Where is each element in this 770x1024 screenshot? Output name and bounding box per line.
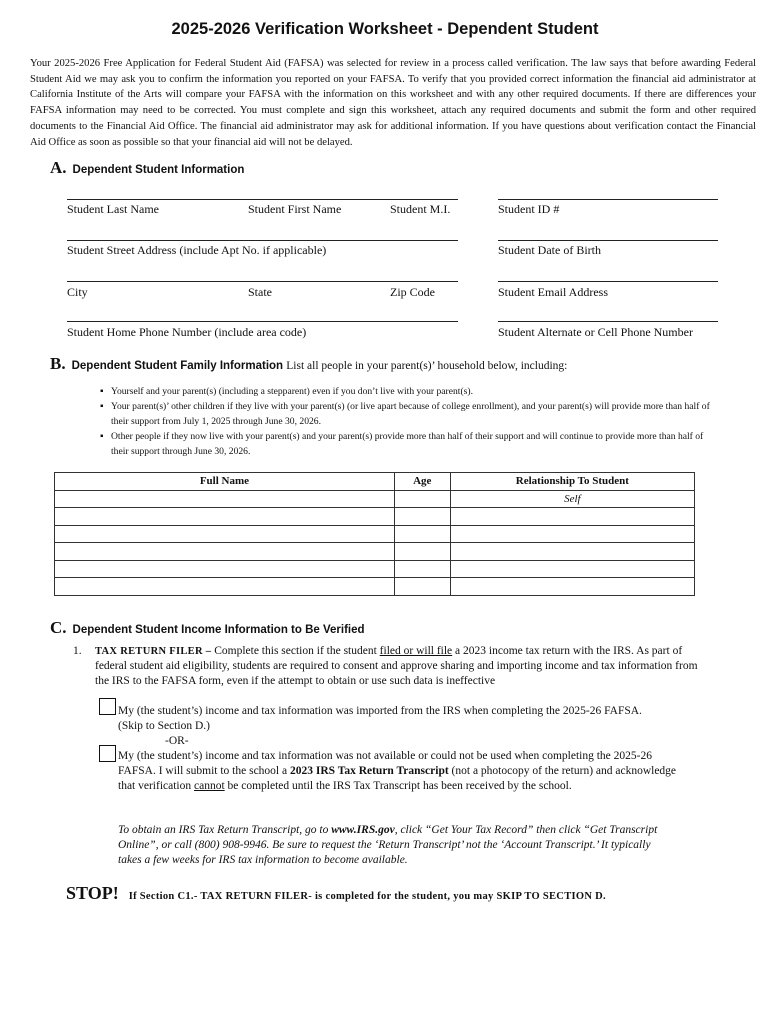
section-c-letter: C. (50, 618, 67, 637)
header-age: Age (394, 473, 450, 491)
household-bullets (100, 384, 710, 459)
age-cell[interactable] (394, 490, 450, 508)
home-phone-label: Student Home Phone Number (include area code) (67, 325, 307, 339)
alt-phone-line[interactable] (498, 321, 718, 322)
name-cell[interactable] (55, 543, 395, 561)
dob-line[interactable] (498, 240, 718, 241)
section-a-title: Dependent Student Information (72, 164, 245, 176)
bullet-item: ▪ Other people if they now live with your parent(s) and your parent(s) provide more than half of their support and will continue to provide more than half of their support through June 30, 2026. (100, 429, 710, 459)
tax-filer-underlined: filed or will file (379, 645, 453, 657)
name-cell[interactable] (55, 560, 395, 578)
alt-phone-label: Student Alternate or Cell Phone Number (498, 325, 693, 339)
stop-notice (66, 883, 606, 904)
dob-label: Student Date of Birth (498, 243, 601, 257)
relationship-cell[interactable]: Self (450, 490, 694, 508)
address-line[interactable] (67, 240, 458, 241)
stop-text: If Section C1.- TAX RETURN FILER- is completed for the student, you may SKIP TO SECTION D. (128, 891, 606, 902)
section-c-heading (50, 618, 365, 638)
bullet-item: ▪ Yourself and your parent(s) (including a stepparent) even if you don’t live with your parent(s). (100, 384, 710, 399)
option-2-part-b: (not a photocopy of the return) and acknowledge that verification (118, 765, 677, 792)
age-cell[interactable] (394, 525, 450, 543)
age-cell[interactable] (394, 578, 450, 596)
imported-checkbox[interactable] (99, 698, 116, 715)
section-a-letter: A. (50, 158, 67, 177)
option-2-bold: 2023 IRS Tax Return Transcript (289, 765, 449, 777)
state-label: State (248, 285, 272, 299)
section-c-title: Dependent Student Income Information to Be Verified (72, 624, 365, 636)
header-full-name: Full Name (55, 473, 395, 491)
section-b-letter: B. (50, 354, 66, 373)
mi-label: Student M.I. (390, 202, 451, 216)
name-cell[interactable] (55, 508, 395, 526)
last-name-label: Student Last Name (67, 202, 159, 216)
option-2-part-a: My (the student’s) income and tax information was not available or could not be used when completing the 2025-26 FAFSA. I will submit to the school a (118, 750, 652, 777)
or-separator: -OR- (165, 735, 189, 747)
relationship-cell[interactable] (450, 543, 694, 561)
irs-transcript-note (118, 823, 666, 868)
table-row (55, 543, 695, 561)
tax-filer-paragraph (95, 644, 700, 689)
email-label: Student Email Address (498, 285, 608, 299)
age-cell[interactable] (394, 508, 450, 526)
name-cell[interactable] (55, 490, 395, 508)
tax-filer-text-3: As part of federal student aid eligibility, students are required to consent and approve sharing and importing income and tax information from the IRS to the FAFSA form, even if the attempt to obtain or use such data is ineffective (95, 645, 698, 687)
table-row (55, 560, 695, 578)
table-row (55, 578, 695, 596)
bullet-item: ▪ Your parent(s)’ other children if they live with your parent(s) (or live apart because of college enrollment), and your parent(s) will provide more than half of their support from July 1, 2025 through June 30, 2026. (100, 399, 710, 429)
zip-label: Zip Code (390, 285, 435, 299)
section-a-heading (50, 158, 244, 178)
home-phone-line[interactable] (67, 321, 458, 322)
name-cell[interactable] (55, 525, 395, 543)
age-cell[interactable] (394, 560, 450, 578)
section-b-heading (50, 354, 567, 374)
note-part-a: To obtain an IRS Tax Return Transcript, go to (118, 824, 329, 836)
email-line[interactable] (498, 281, 718, 282)
relationship-cell[interactable] (450, 525, 694, 543)
page-title: 2025-2026 Verification Worksheet - Dependent Student (171, 20, 599, 38)
tax-filer-title: TAX RETURN FILER – (95, 646, 212, 657)
age-cell[interactable] (394, 543, 450, 561)
header-relationship: Relationship To Student (450, 473, 694, 491)
table-row (55, 508, 695, 526)
table-row (55, 490, 695, 508)
family-table (54, 472, 695, 596)
student-id-label: Student ID # (498, 202, 560, 216)
student-id-line[interactable] (498, 199, 718, 200)
city-state-zip-line[interactable] (67, 281, 458, 282)
option-2-text (118, 749, 688, 794)
irs-link[interactable]: www.IRS.gov (331, 824, 395, 836)
option-2-part-c: be completed until the IRS Tax Transcript has been received by the school. (227, 780, 572, 792)
transcript-checkbox[interactable] (99, 745, 116, 762)
table-row (55, 525, 695, 543)
intro-paragraph: Your 2025-2026 Free Application for Federal Student Aid (FAFSA) was selected for review in a process called verification. The law says that before awarding Federal Student Aid we may ask you to confirm the information you reported on your FAFSA. To verify that you provided correct information the financial aid administrator at California Institute of the Arts will compare your FAFSA with the information on this worksheet and with any other required documents. If there are differences your FAFSA information may need to be corrected. You must complete and sign this worksheet, attach any required documents and submit the form and other required documents to the Financial Aid Office. The financial aid administrator may ask for additional information. If you have questions about verification contact the Financial Aid Office as soon as possible so that your financial aid will not be delayed. (30, 58, 756, 148)
relationship-cell[interactable] (450, 508, 694, 526)
city-label: City (67, 285, 88, 299)
first-name-label: Student First Name (248, 202, 342, 216)
relationship-cell[interactable] (450, 578, 694, 596)
stop-word: STOP! (66, 883, 119, 903)
item-number: 1. (73, 645, 82, 657)
section-b-description: List all people in your parent(s)’ household below, including: (286, 360, 568, 372)
address-label: Student Street Address (include Apt No. if applicable) (67, 243, 327, 257)
tax-filer-text-2: a 2023 income tax return with the IRS. (455, 645, 634, 657)
relationship-cell[interactable] (450, 560, 694, 578)
option-1-text: My (the student’s) income and tax information was imported from the IRS when completing the 2025-26 FAFSA. (Skip to Section D.) (118, 705, 642, 732)
section-b-title: Dependent Student Family Information (71, 360, 284, 372)
last-first-mi-line[interactable] (67, 199, 458, 200)
tax-filer-text-1: Complete this section if the student (214, 645, 377, 657)
note-part-b: , click “Get Your Tax Record” then click “Get Transcript Online”, or call (800) 908-9946. Be sure to request the ‘Return Transcript’ not the ‘Account Transcript.’ It typically takes a few weeks for IRS tax information to become available. (118, 824, 658, 866)
option-2-underlined: cannot (194, 780, 225, 792)
name-cell[interactable] (55, 578, 395, 596)
table-header-row (55, 473, 695, 491)
